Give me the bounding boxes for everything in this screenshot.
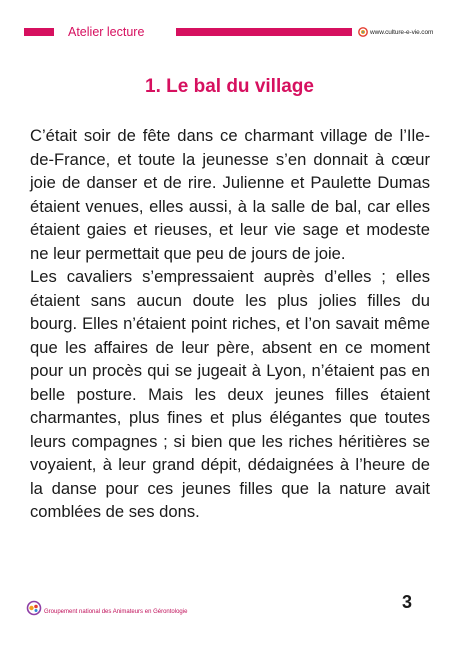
chapter-title: 1. Le bal du village xyxy=(145,76,314,97)
header-title: Atelier lecture xyxy=(68,25,145,39)
culture-e-vie-logo-icon xyxy=(358,27,368,37)
header-logo xyxy=(358,25,433,39)
footer-organization: Groupement national des Animateurs en Gérontologie xyxy=(44,609,188,615)
header-website: www.culture-e-vie.com xyxy=(370,28,434,36)
paragraph: C’était soir de fête dans ce charmant village de l’Ile-de-France, et toute la jeunesse s’en donnait à cœur joie de danser et de rire. Julienne et Paulette Dumas étaient venues, elles aussi, à la salle de bal, car elles étaient gaies et rieuses, et leur vie sage et modeste ne leur permettait que peu de jours de joie. xyxy=(30,126,430,263)
page-number: 3 xyxy=(402,592,413,612)
header-accent-bar xyxy=(176,28,352,36)
paragraph: Les cavaliers s’empressaient auprès d’elles ; elles étaient sans aucun doute les plus jolies filles du bourg. Elles n’étaient point riches, et l’on savait même que les affaires de leur père, absent en ce moment pour un procès qui se jugeait à Lyon, n’étaient pas en belle posture. Mais les deux jeunes filles étaient charmantes, plus fines et plus élégantes que toutes leurs compagnes ; si bien que les riches héritières se voyaient, à leur grand dépit, dédaignées à l’heure de la danse pour ces jeunes filles que la nature avait comblées de ses dons. xyxy=(30,267,430,521)
header-accent-bar-left xyxy=(24,28,54,36)
story-text xyxy=(30,124,430,524)
ganag-logo-icon xyxy=(26,600,42,616)
